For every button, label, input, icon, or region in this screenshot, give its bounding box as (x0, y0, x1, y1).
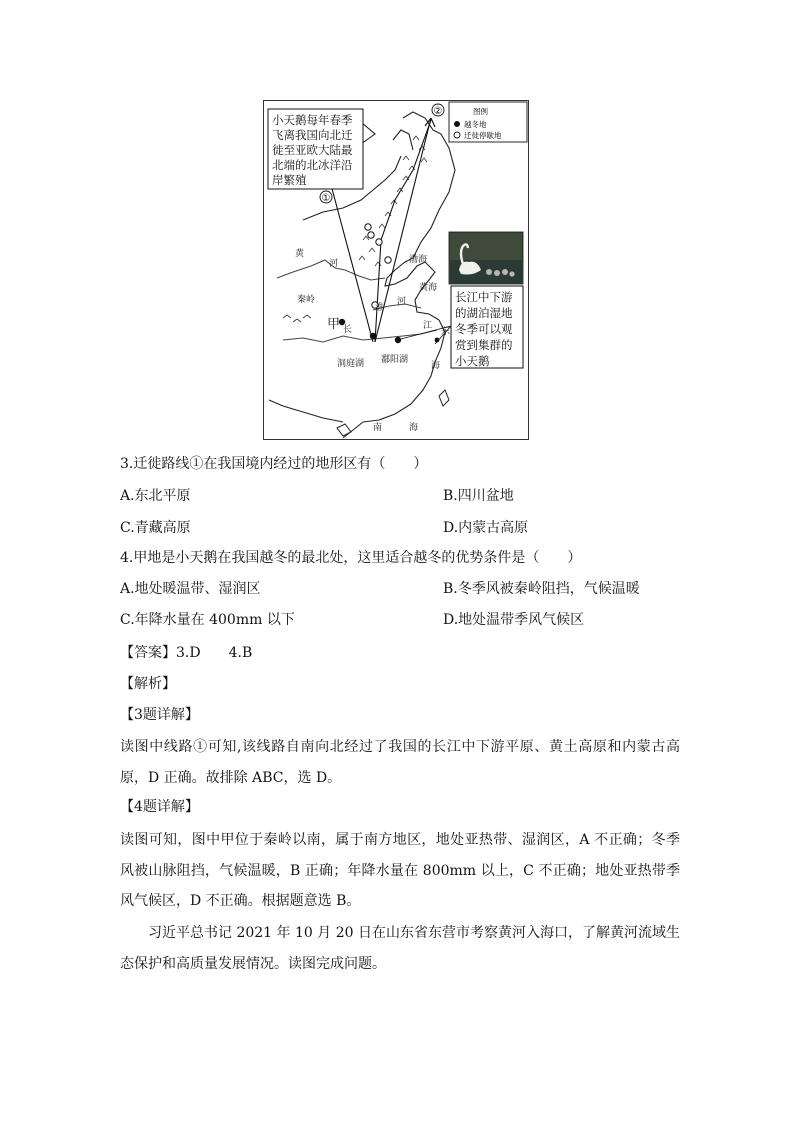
q4-option-b: B.冬季风被秦岭阻挡，气候温暖 (443, 581, 640, 597)
label-jiang: 江 (423, 321, 433, 331)
callout-north-line-4: 北端的北冰洋沿 (272, 158, 353, 172)
label-huang: 黄 (295, 249, 305, 259)
callout-south-line-4: 赏到集群的 (455, 338, 513, 352)
callout-south-line-5: 小天鹅 (455, 354, 490, 368)
q3-option-b: B.四川盆地 (443, 488, 514, 504)
callout-south (451, 286, 523, 368)
label-dong: 东 (441, 327, 451, 337)
callout-south-line-3: 冬季可以观 (455, 322, 513, 336)
label-hai: 海 (431, 361, 441, 371)
q3-stem: 3.迁徙路线①在我国境内经过的地形区有（ ） (120, 456, 428, 472)
label-hai-2: 海 (409, 423, 419, 433)
q3-option-c: C.青藏高原 (120, 520, 191, 536)
label-qinling: 秦岭 (297, 295, 316, 305)
legend-item-wintering: 越冬地 (464, 120, 487, 129)
answer-line: 【答案】3.D 4.B (120, 645, 253, 661)
q3-option-d: D.内蒙古高原 (443, 520, 529, 536)
q4-option-a: A.地处暖温带、湿润区 (120, 581, 261, 597)
callout-north-line-3: 徙至亚欧大陆最 (272, 143, 353, 157)
legend-title: 图例 (473, 107, 488, 116)
callout-north-line-1: 小天鹅每年春季 (272, 113, 353, 127)
analysis-heading: 【解析】 (120, 676, 176, 692)
callout-north-line-5: 岸繁殖 (272, 173, 307, 187)
label-bohai: 渤海 (409, 255, 428, 265)
q4-stem: 4.甲地是小天鹅在我国越冬的最北处，这里适合越冬的优势条件是（ ） (120, 550, 582, 566)
label-poyanghu: 鄱阳湖 (381, 355, 409, 365)
q3-option-a: A.东北平原 (120, 488, 191, 504)
q3-detail-text: 读图中线路①可知,该线路自南向北经过了我国的长江中下游平原、黄土高原和内蒙古高原，D 正确。故排除 ABC，选 D。 (120, 739, 680, 786)
q4-detail-text: 读图可知，图中甲位于秦岭以南，属于南方地区，地处亚热带、湿润区，A 不正确；冬季风被山脉阻挡，气候温暖，B 正确；年降水量在 800mm 以上，C 不正确；地处亚热带季风气候区，D 不正确。根据题意选 B。 (120, 832, 680, 909)
intro-paragraph: 习近平总书记 2021 年 10 月 20 日在山东省东营市考察黄河入海口，了解黄河流域生态保护和高质量发展情况。读图完成问题。 (120, 925, 680, 972)
label-jia: 甲 (327, 317, 341, 332)
q3-detail-heading: 【3题详解】 (120, 707, 199, 723)
callout-south-line-1: 长江中下游 (455, 290, 513, 304)
callout-north (268, 109, 363, 189)
map-legend (449, 102, 527, 142)
q4-option-d: D.地处温带季风气候区 (443, 612, 585, 628)
label-nan: 南 (373, 423, 383, 433)
swan-photo (449, 232, 523, 284)
q4-option-c: C.年降水量在 400mm 以下 (120, 612, 295, 628)
callout-south-line-2: 的湖泊湿地 (455, 306, 513, 320)
route-2-label: ② (433, 106, 443, 117)
label-huai: 淮 (375, 303, 385, 313)
callout-north-line-2: 飞离我国向北迁 (272, 128, 353, 142)
label-he-1: 河 (329, 259, 339, 269)
migration-map (263, 100, 529, 440)
q4-detail-heading: 【4题详解】 (120, 799, 199, 815)
label-he-2: 河 (397, 297, 407, 307)
label-chang: 长 (343, 325, 353, 335)
label-dongtinghu: 洞庭湖 (337, 359, 365, 369)
label-huanghai: 黄海 (419, 283, 438, 293)
route-1-label: ① (321, 193, 331, 204)
legend-item-stopover: 迁徙停歇地 (464, 131, 502, 140)
